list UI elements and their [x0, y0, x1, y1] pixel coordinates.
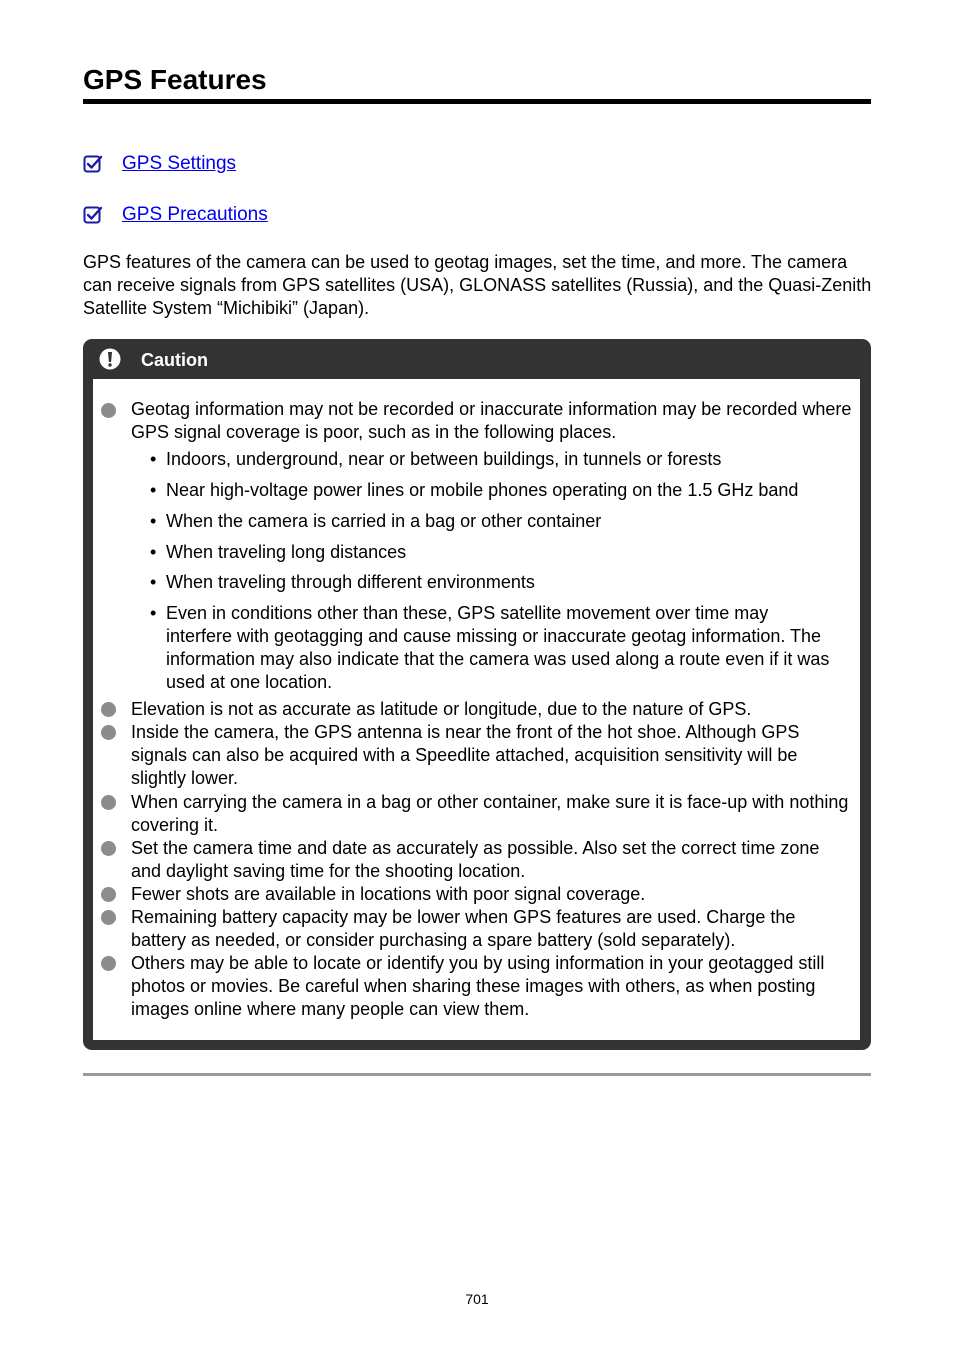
sub-bullet: • — [150, 572, 157, 592]
sub-item-text: Even in conditions other than these, GPS satellite movement over time may interfere with geotagging and cause missing or inaccurate geotag information. The information may also indicate that the camera was used along a route even if it was used at one location. — [166, 603, 830, 692]
caution-box — [83, 339, 871, 1050]
sub-item-text: Near high-voltage power lines or mobile phones operating on the 1.5 GHz band — [166, 480, 799, 500]
bottom-divider — [83, 1073, 871, 1076]
link-gps-precautions[interactable] — [83, 203, 268, 227]
checkbox-icon — [83, 154, 103, 174]
bullet-icon — [101, 795, 116, 810]
sub-item-text: When traveling long distances — [166, 542, 407, 562]
sub-item-text: When traveling through different environments — [166, 572, 535, 592]
caution-header — [83, 339, 871, 379]
bullet-icon — [101, 887, 116, 902]
bullet-icon — [101, 702, 116, 717]
sub-list-item — [150, 448, 856, 471]
caution-item: Inside the camera, the GPS antenna is near the front of the hot shoe. Although GPS signals can also be acquired with a Speedlite attached, acquisition sensitivity will be slightly lower. — [131, 722, 800, 788]
bullet-icon — [101, 956, 116, 971]
caution-item: Remaining battery capacity may be lower when GPS features are used. Charge the battery as needed, or consider purchasing a spare battery (sold separately). — [131, 907, 796, 950]
page-title: GPS Features — [83, 64, 267, 95]
sub-bullet: • — [150, 542, 157, 562]
caution-item: Fewer shots are available in locations with poor signal coverage. — [131, 884, 646, 904]
bullet-icon — [101, 910, 116, 925]
caution-item: Elevation is not as accurate as latitude or longitude, due to the nature of GPS. — [131, 699, 752, 719]
sub-list-item — [150, 602, 831, 694]
bullet-icon — [101, 725, 116, 740]
sub-item-text: Indoors, underground, near or between buildings, in tunnels or forests — [166, 449, 722, 469]
caution-label: Caution — [141, 350, 208, 370]
caution-item: Geotag information may not be recorded or inaccurate information may be recorded where GPS signal coverage is poor, such as in the following places. — [131, 399, 852, 442]
sub-list-item — [150, 571, 856, 594]
caution-item: Set the camera time and date as accurately as possible. Also set the correct time zone and daylight saving time for the shooting location. — [131, 838, 820, 881]
caution-item: When carrying the camera in a bag or other container, make sure it is face-up with nothing covering it. — [131, 792, 849, 835]
sub-bullet: • — [150, 480, 157, 500]
page-number: 701 — [465, 1291, 489, 1307]
sub-item-text: When the camera is carried in a bag or other container — [166, 511, 602, 531]
checkbox-icon — [83, 205, 103, 225]
sub-list-item — [150, 541, 856, 564]
warning-icon — [99, 348, 121, 370]
sub-list-item — [150, 510, 856, 533]
title-divider — [83, 99, 871, 104]
sub-list-item — [150, 479, 856, 502]
caution-body — [93, 379, 860, 1040]
bullet-icon — [101, 403, 116, 418]
sub-bullet: • — [150, 603, 157, 623]
sub-bullet: • — [150, 511, 157, 531]
gps-settings-link[interactable]: GPS Settings — [122, 153, 237, 174]
sub-bullet: • — [150, 449, 157, 469]
gps-precautions-link[interactable]: GPS Precautions — [122, 204, 268, 225]
caution-item: Others may be able to locate or identify you by using information in your geotagged still photos or movies. Be careful when sharing these images with others, as when posting images online where many people can view them. — [131, 953, 825, 1019]
intro-paragraph: GPS features of the camera can be used to geotag images, set the time, and more. The camera can receive signals from GPS satellites (USA), GLONASS satellites (Russia), and the Quasi-Zenith Satellite System “Michibiki” (Japan). — [83, 252, 872, 318]
link-gps-settings[interactable] — [83, 152, 236, 176]
bullet-icon — [101, 841, 116, 856]
